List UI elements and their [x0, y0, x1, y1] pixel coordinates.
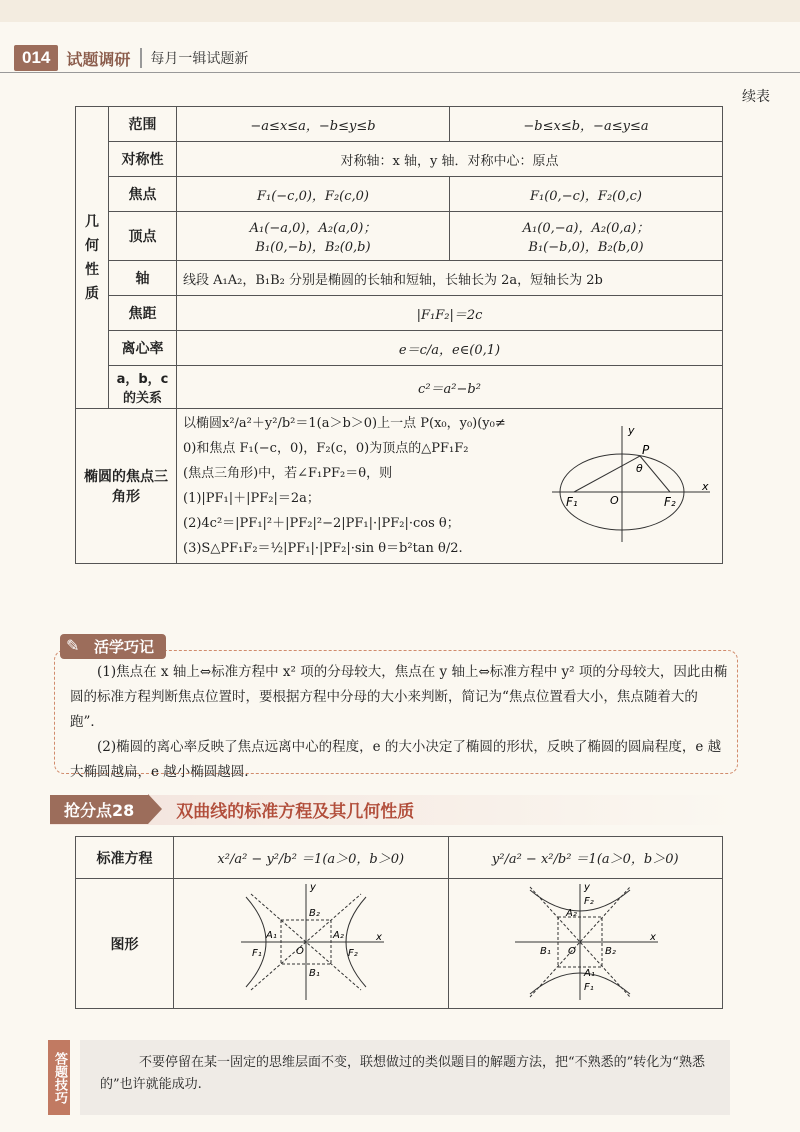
figure-cell-left	[174, 879, 449, 1009]
cell: 线段 A₁A₂，B₁B₂ 分别是椭圆的长轴和短轴，长轴长为 2a，短轴长为 2b	[177, 261, 723, 296]
focal-triangle-cell	[177, 409, 723, 564]
cell: F₁(−c,0)，F₂(c,0)	[177, 177, 450, 212]
focal-triangle-text	[183, 411, 553, 561]
section-arrow-icon	[148, 794, 162, 824]
cell: c²＝a²−b²	[177, 366, 723, 409]
equation-right: y²/a² − x²/b² ＝1(a＞0，b＞0)	[448, 837, 723, 879]
f1-label: F₁	[251, 947, 262, 959]
section-title: 双曲线的标准方程及其几何性质	[176, 801, 415, 822]
cell-line: B₁(−b,0)，B₂(b,0)	[528, 240, 644, 255]
row-label: 焦点	[109, 177, 177, 212]
hyperbola-y-figure	[510, 882, 660, 1002]
section-badge: 抢分点28	[50, 795, 148, 824]
row-label: a，b，c 的关系	[109, 366, 177, 409]
cell: −b≤x≤b，−a≤y≤a	[450, 107, 723, 142]
text-line: (1)|PF₁|＋|PF₂|＝2a；	[183, 491, 320, 506]
cell: −a≤x≤a，−b≤y≤b	[177, 107, 450, 142]
o-label: O	[295, 945, 304, 957]
cell: 对称轴：x 轴，y 轴．对称中心：原点	[177, 142, 723, 177]
ellipse-figure	[552, 424, 712, 544]
theta-label: θ	[636, 462, 643, 475]
cell	[177, 212, 450, 261]
text-line: (2)4c²＝|PF₁|²＋|PF₂|²−2|PF₁|·|PF₂|·cos θ；	[183, 516, 460, 531]
ellipse-properties-table	[75, 106, 723, 564]
continued-label: 续表	[742, 89, 770, 105]
header-section: 试题调研	[66, 49, 131, 69]
text-line: 0)和焦点 F₁(−c，0)，F₂(c，0)为顶点的△PF₁F₂	[183, 441, 469, 456]
header-divider	[0, 72, 800, 73]
a2-label: A₂	[566, 907, 578, 919]
text-line: 以椭圆x²/a²＋y²/b²＝1(a＞b＞0)上一点 P(x₀，y₀)(y₀≠	[183, 416, 506, 431]
f2-label: F₂	[347, 947, 358, 959]
y-label: y	[584, 881, 591, 893]
sidebar-label: 答题技巧	[48, 1040, 70, 1115]
cell: |F₁F₂|＝2c	[177, 296, 723, 331]
pf1-line	[574, 456, 640, 492]
equation-left: x²/a² − y²/b² ＝1(a＞0，b＞0)	[174, 837, 449, 879]
f1-label: F₁	[584, 981, 595, 993]
cell-line: A₁(−a,0)，A₂(a,0)；	[249, 221, 377, 236]
row-label: 椭圆的焦点三角形	[76, 409, 177, 564]
o-label: O	[568, 945, 577, 957]
a1-label: A₁	[584, 967, 596, 979]
footer-tip: 不要停留在某一固定的思维层面不变，联想做过的类似题目的解题方法，把“不熟悉的”转化为“熟悉的”也许就能成功.	[80, 1040, 730, 1115]
x-label: x	[650, 931, 657, 943]
o-label: O	[610, 494, 619, 507]
b1-label: B₁	[308, 967, 320, 979]
text-line: (焦点三角形)中，若∠F₁PF₂＝θ，则	[183, 466, 393, 481]
hyperbola-table	[75, 836, 723, 1009]
row-label: 图形	[76, 879, 174, 1009]
page-number: 014	[14, 45, 58, 71]
cell-line: B₁(0,−b)，B₂(0,b)	[255, 240, 371, 255]
header-subtitle: 每月一辑试题新	[140, 48, 248, 68]
tip-paragraph: (2)椭圆的离心率反映了焦点远离中心的程度，e 的大小决定了椭圆的形状，反映了椭圆的圆扁程度，e 越大椭圆越扁，e 越小椭圆越圆.	[70, 739, 722, 780]
cell	[450, 212, 723, 261]
category-cell: 几何性质	[76, 107, 109, 409]
pencil-icon: ✎	[66, 636, 80, 655]
tip-paragraph: (1)焦点在 x 轴上⇔标准方程中 x² 项的分母较大，焦点在 y 轴上⇔标准方程中 y² 项的分母较大，因此由椭圆的标准方程判断焦点位置时，要根据方程中分母的大小来判断，简记为“焦点位置看大小，焦点随着大的跑”．	[70, 664, 728, 730]
pf2-line	[640, 456, 670, 492]
x-label: x	[702, 480, 709, 493]
f2-label: F₂	[584, 895, 595, 907]
a2-label: A₂	[332, 929, 344, 941]
row-label: 顶点	[109, 212, 177, 261]
a1-label: A₁	[265, 929, 277, 941]
cell: F₁(0,−c)，F₂(0,c)	[450, 177, 723, 212]
row-label: 标准方程	[76, 837, 174, 879]
cell-line: A₁(0,−a)，A₂(0,a)；	[522, 221, 650, 236]
f2-label: F₂	[664, 495, 676, 509]
y-label: y	[309, 881, 316, 893]
figure-cell-right	[448, 879, 723, 1009]
row-label: 焦距	[109, 296, 177, 331]
p-label: P	[642, 443, 650, 457]
page-header	[14, 44, 248, 72]
b2-label: B₂	[605, 945, 617, 957]
x-label: x	[375, 931, 382, 943]
row-label: 对称性	[109, 142, 177, 177]
row-label: 离心率	[109, 331, 177, 366]
f1-label: F₁	[566, 495, 578, 509]
section-heading	[50, 795, 414, 823]
tip-title: 活学巧记	[60, 634, 166, 659]
b2-label: B₂	[308, 907, 320, 919]
y-label: y	[628, 424, 635, 437]
cell: e＝c/a，e∈(0,1)	[177, 331, 723, 366]
row-label: 范围	[109, 107, 177, 142]
hyperbola-x-figure	[236, 882, 386, 1002]
b1-label: B₁	[540, 945, 552, 957]
text-line: (3)S△PF₁F₂＝½|PF₁|·|PF₂|·sin θ＝b²tan θ/2.	[183, 541, 463, 556]
tip-text	[70, 660, 730, 785]
row-label: 轴	[109, 261, 177, 296]
top-strip	[0, 0, 800, 22]
